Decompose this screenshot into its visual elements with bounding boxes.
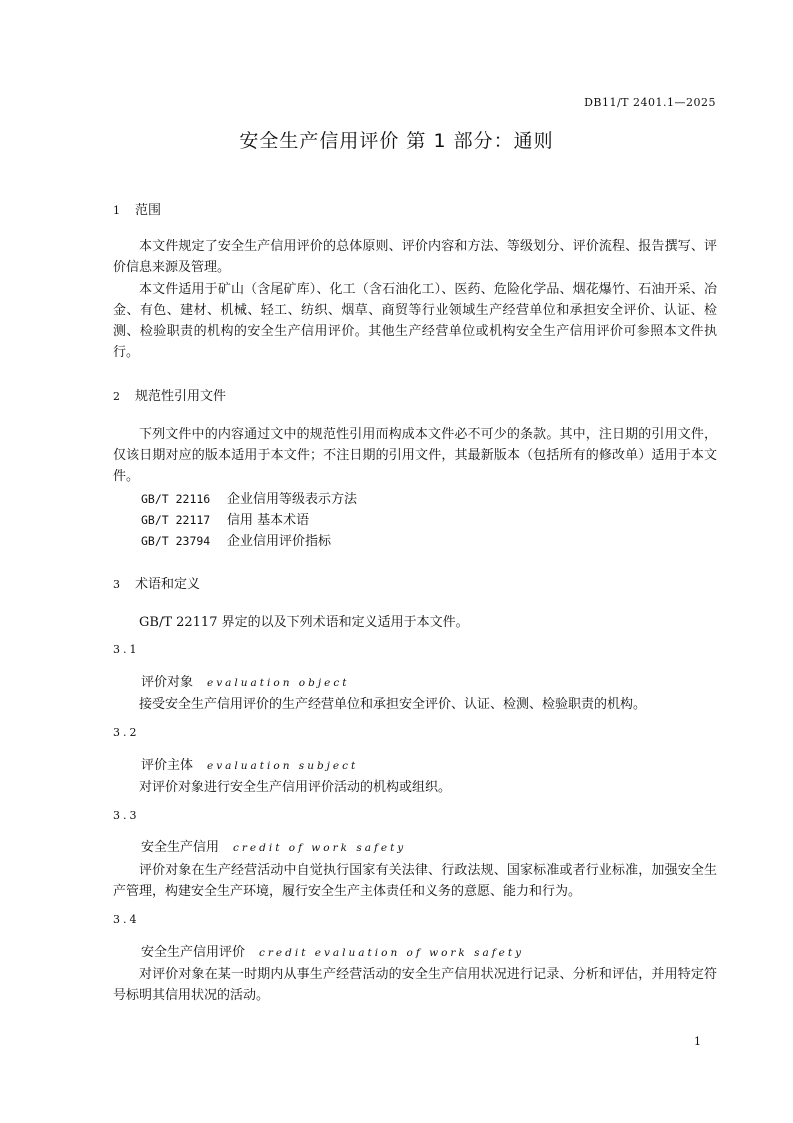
term-heading [141, 754, 358, 773]
page-number: 1 [694, 1035, 701, 1048]
paragraph-terms-intro: GB/T 22117 界定的以及下列术语和定义适用于本文件。 [139, 615, 469, 630]
reference-code: GB/T 23794 [141, 534, 211, 548]
reference-title: 信用 基本术语 [227, 513, 310, 528]
section-number: 3 [113, 578, 120, 591]
section-title: 术语和定义 [135, 577, 201, 592]
term-zh: 安全生产信用评价 [141, 945, 246, 960]
section-3-heading [113, 573, 200, 592]
term-definition: 接受安全生产信用评价的生产经营单位和承担安全评价、认证、检测、检验职责的机构。 [139, 697, 647, 712]
document-title: 安全生产信用评价 第 1 部分：通则 [239, 130, 554, 152]
reference-item [141, 509, 309, 528]
term-zh: 安全生产信用 [141, 840, 220, 855]
term-en: credit of work safety [233, 842, 407, 854]
reference-code: GB/T 22117 [141, 513, 211, 527]
section-1-heading [113, 199, 161, 218]
term-definition: 评价对象在生产经营活动中自觉执行国家有关法律、行政法规、国家标准或者行业标准，加强安全生产管理，构建安全生产环境，履行安全生产主体责任和义务的意愿、能力和行为。 [113, 863, 717, 899]
term-heading [141, 671, 349, 690]
clause-number: 3.2 [113, 726, 140, 739]
clause-number: 3.4 [113, 913, 140, 926]
reference-item [141, 530, 331, 549]
reference-title: 企业信用等级表示方法 [227, 492, 358, 507]
document-code: DB11/T 2401.1—2025 [584, 96, 716, 109]
term-en: credit evaluation of work safety [259, 947, 525, 959]
clause-number: 3.3 [113, 809, 140, 822]
term-heading [141, 941, 524, 960]
term-definition: 对评价对象进行安全生产信用评价活动的机构或组织。 [139, 780, 452, 795]
section-title: 规范性引用文件 [135, 389, 227, 404]
paragraph-normative-refs: 下列文件中的内容通过文中的规范性引用而构成本文件必不可少的条款。其中，注日期的引用文件，仅该日期对应的版本适用于本文件；不注日期的引用文件，其最新版本（包括所有的修改单）适用于本文件。 [113, 427, 717, 484]
term-definition: 对评价对象在某一时期内从事生产经营活动的安全生产信用状况进行记录、分析和评估，并用特定符号标明其信用状况的活动。 [113, 967, 717, 1003]
section-2-heading [113, 385, 226, 404]
term-zh: 评价对象 [141, 675, 194, 690]
reference-item [141, 488, 357, 507]
term-zh: 评价主体 [141, 758, 194, 773]
reference-title: 企业信用评价指标 [227, 534, 332, 549]
paragraph-scope-1: 本文件规定了安全生产信用评价的总体原则、评价内容和方法、等级划分、评价流程、报告撰写、评价信息来源及管理。 [113, 239, 717, 275]
clause-number: 3.1 [113, 643, 140, 656]
section-number: 2 [113, 390, 120, 403]
paragraph-scope-2: 本文件适用于矿山（含尾矿库）、化工（含石油化工）、医药、危险化学品、烟花爆竹、石油开采、冶金、有色、建材、机械、轻工、纺织、烟草、商贸等行业领域生产经营单位和承担安全评价、认证、检测、检验职责的机构的安全生产信用评价。其他生产经营单位或机构安全生产信用评价可参照本文件执行。 [113, 282, 717, 360]
term-en: evaluation object [207, 677, 350, 689]
section-number: 1 [113, 204, 120, 217]
section-title: 范围 [135, 203, 162, 218]
reference-code: GB/T 22116 [141, 492, 211, 506]
term-en: evaluation subject [207, 760, 359, 772]
term-heading [141, 836, 406, 855]
